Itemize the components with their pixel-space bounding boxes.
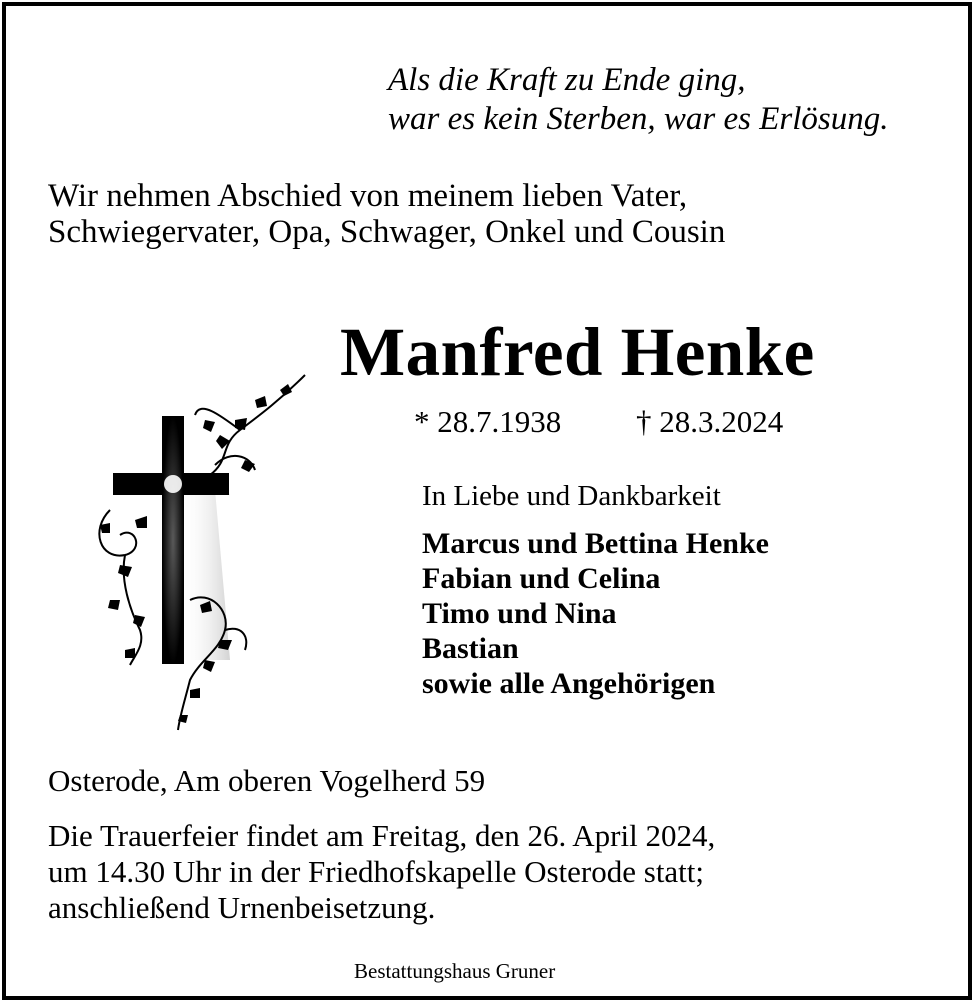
deceased-name: Manfred Henke — [340, 314, 815, 390]
funeral-home-name: Bestattungshaus Gruner — [354, 959, 556, 983]
mourner-name: Fabian und Celina — [422, 562, 661, 595]
intro-line-2: Schwiegervater, Opa, Schwager, Onkel und Cousin — [48, 214, 726, 250]
birth-date: * 28.7.1938 — [414, 404, 562, 439]
mourner-name: Bastian — [422, 632, 519, 665]
mourner-name: Timo und Nina — [422, 597, 617, 630]
cross-with-ivy-icon — [80, 360, 310, 740]
mourner-name: sowie alle Angehörigen — [422, 667, 716, 700]
address-line: Osterode, Am oberen Vogelherd 59 — [48, 763, 486, 798]
death-date: † 28.3.2024 — [636, 404, 784, 439]
quote-line-1: Als die Kraft zu Ende ging, — [388, 62, 746, 98]
ceremony-line-2: um 14.30 Uhr in der Friedhofskapelle Osterode statt; — [48, 854, 705, 889]
ceremony-line-3: anschließend Urnenbeisetzung. — [48, 890, 436, 925]
greeting-line: In Liebe und Dankbarkeit — [422, 480, 721, 512]
mourner-name: Marcus und Bettina Henke — [422, 527, 769, 560]
quote-line-2: war es kein Sterben, war es Erlösung. — [388, 101, 889, 137]
intro-line-1: Wir nehmen Abschied von meinem lieben Vater, — [48, 178, 688, 214]
ceremony-line-1: Die Trauerfeier findet am Freitag, den 26. April 2024, — [48, 818, 716, 853]
